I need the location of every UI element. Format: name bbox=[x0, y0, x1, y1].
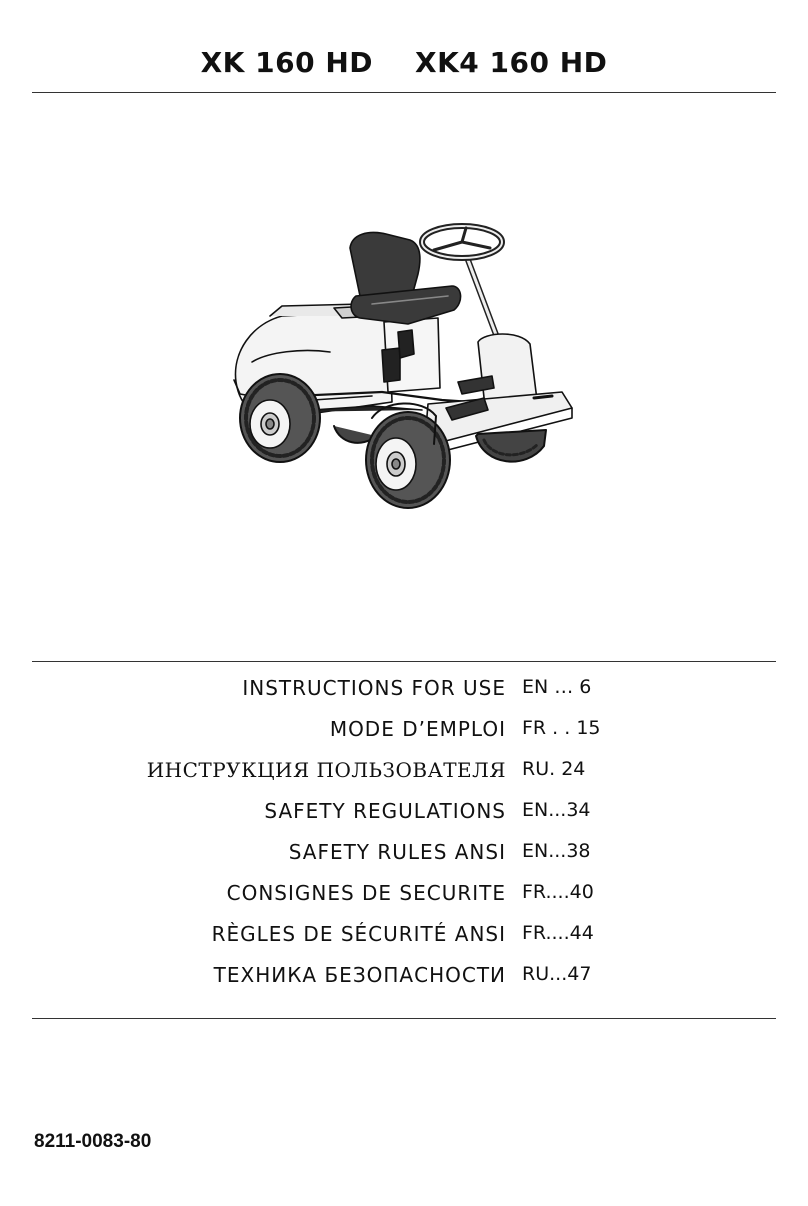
toc-entry-title: MODE D’EMPLOI bbox=[329, 717, 506, 741]
middle-divider bbox=[32, 661, 776, 662]
toc-entry-title: RÈGLES DE SÉCURITÉ ANSI bbox=[211, 922, 506, 946]
toc-entry bbox=[0, 676, 808, 710]
bottom-divider bbox=[32, 1018, 776, 1019]
document-title bbox=[0, 46, 808, 79]
toc-entry-page-ref: FR . . 15 bbox=[522, 717, 601, 739]
toc-entry-title: CONSIGNES DE SECURITE bbox=[226, 881, 506, 905]
toc-entry-page-ref: FR....44 bbox=[522, 922, 594, 944]
document-code: 8211-0083-80 bbox=[34, 1131, 152, 1152]
toc-entry-page-ref: FR....40 bbox=[522, 881, 594, 903]
toc-entry bbox=[0, 963, 808, 997]
model-name-1: XK 160 HD bbox=[200, 46, 373, 79]
toc-entry-page-ref: EN...34 bbox=[522, 799, 591, 821]
toc-entry-title: ТЕХНИКА БЕЗОПАСНОСТИ bbox=[213, 963, 506, 987]
toc-entry bbox=[0, 717, 808, 751]
riding-mower-tractor-icon bbox=[222, 212, 592, 517]
toc-entry-title: SAFETY RULES ANSI bbox=[288, 840, 506, 864]
toc-entry bbox=[0, 881, 808, 915]
toc-entry-title: ИНСТРУКЦИЯ ПОЛЬЗОВАТЕЛЯ bbox=[146, 758, 506, 782]
toc-entry-page-ref: RU. 24 bbox=[522, 758, 586, 780]
toc-entry-page-ref: RU...47 bbox=[522, 963, 592, 985]
toc-entry-page-ref: EN...38 bbox=[522, 840, 591, 862]
toc-entry bbox=[0, 922, 808, 956]
top-divider bbox=[32, 92, 776, 93]
toc-entry-title: INSTRUCTIONS FOR USE bbox=[242, 676, 506, 700]
toc-entry-page-ref: EN … 6 bbox=[522, 676, 592, 698]
toc-entry bbox=[0, 758, 808, 792]
toc-entry bbox=[0, 840, 808, 874]
model-name-2: XK4 160 HD bbox=[415, 46, 608, 79]
toc-entry bbox=[0, 799, 808, 833]
toc-entry-title: SAFETY REGULATIONS bbox=[264, 799, 506, 823]
